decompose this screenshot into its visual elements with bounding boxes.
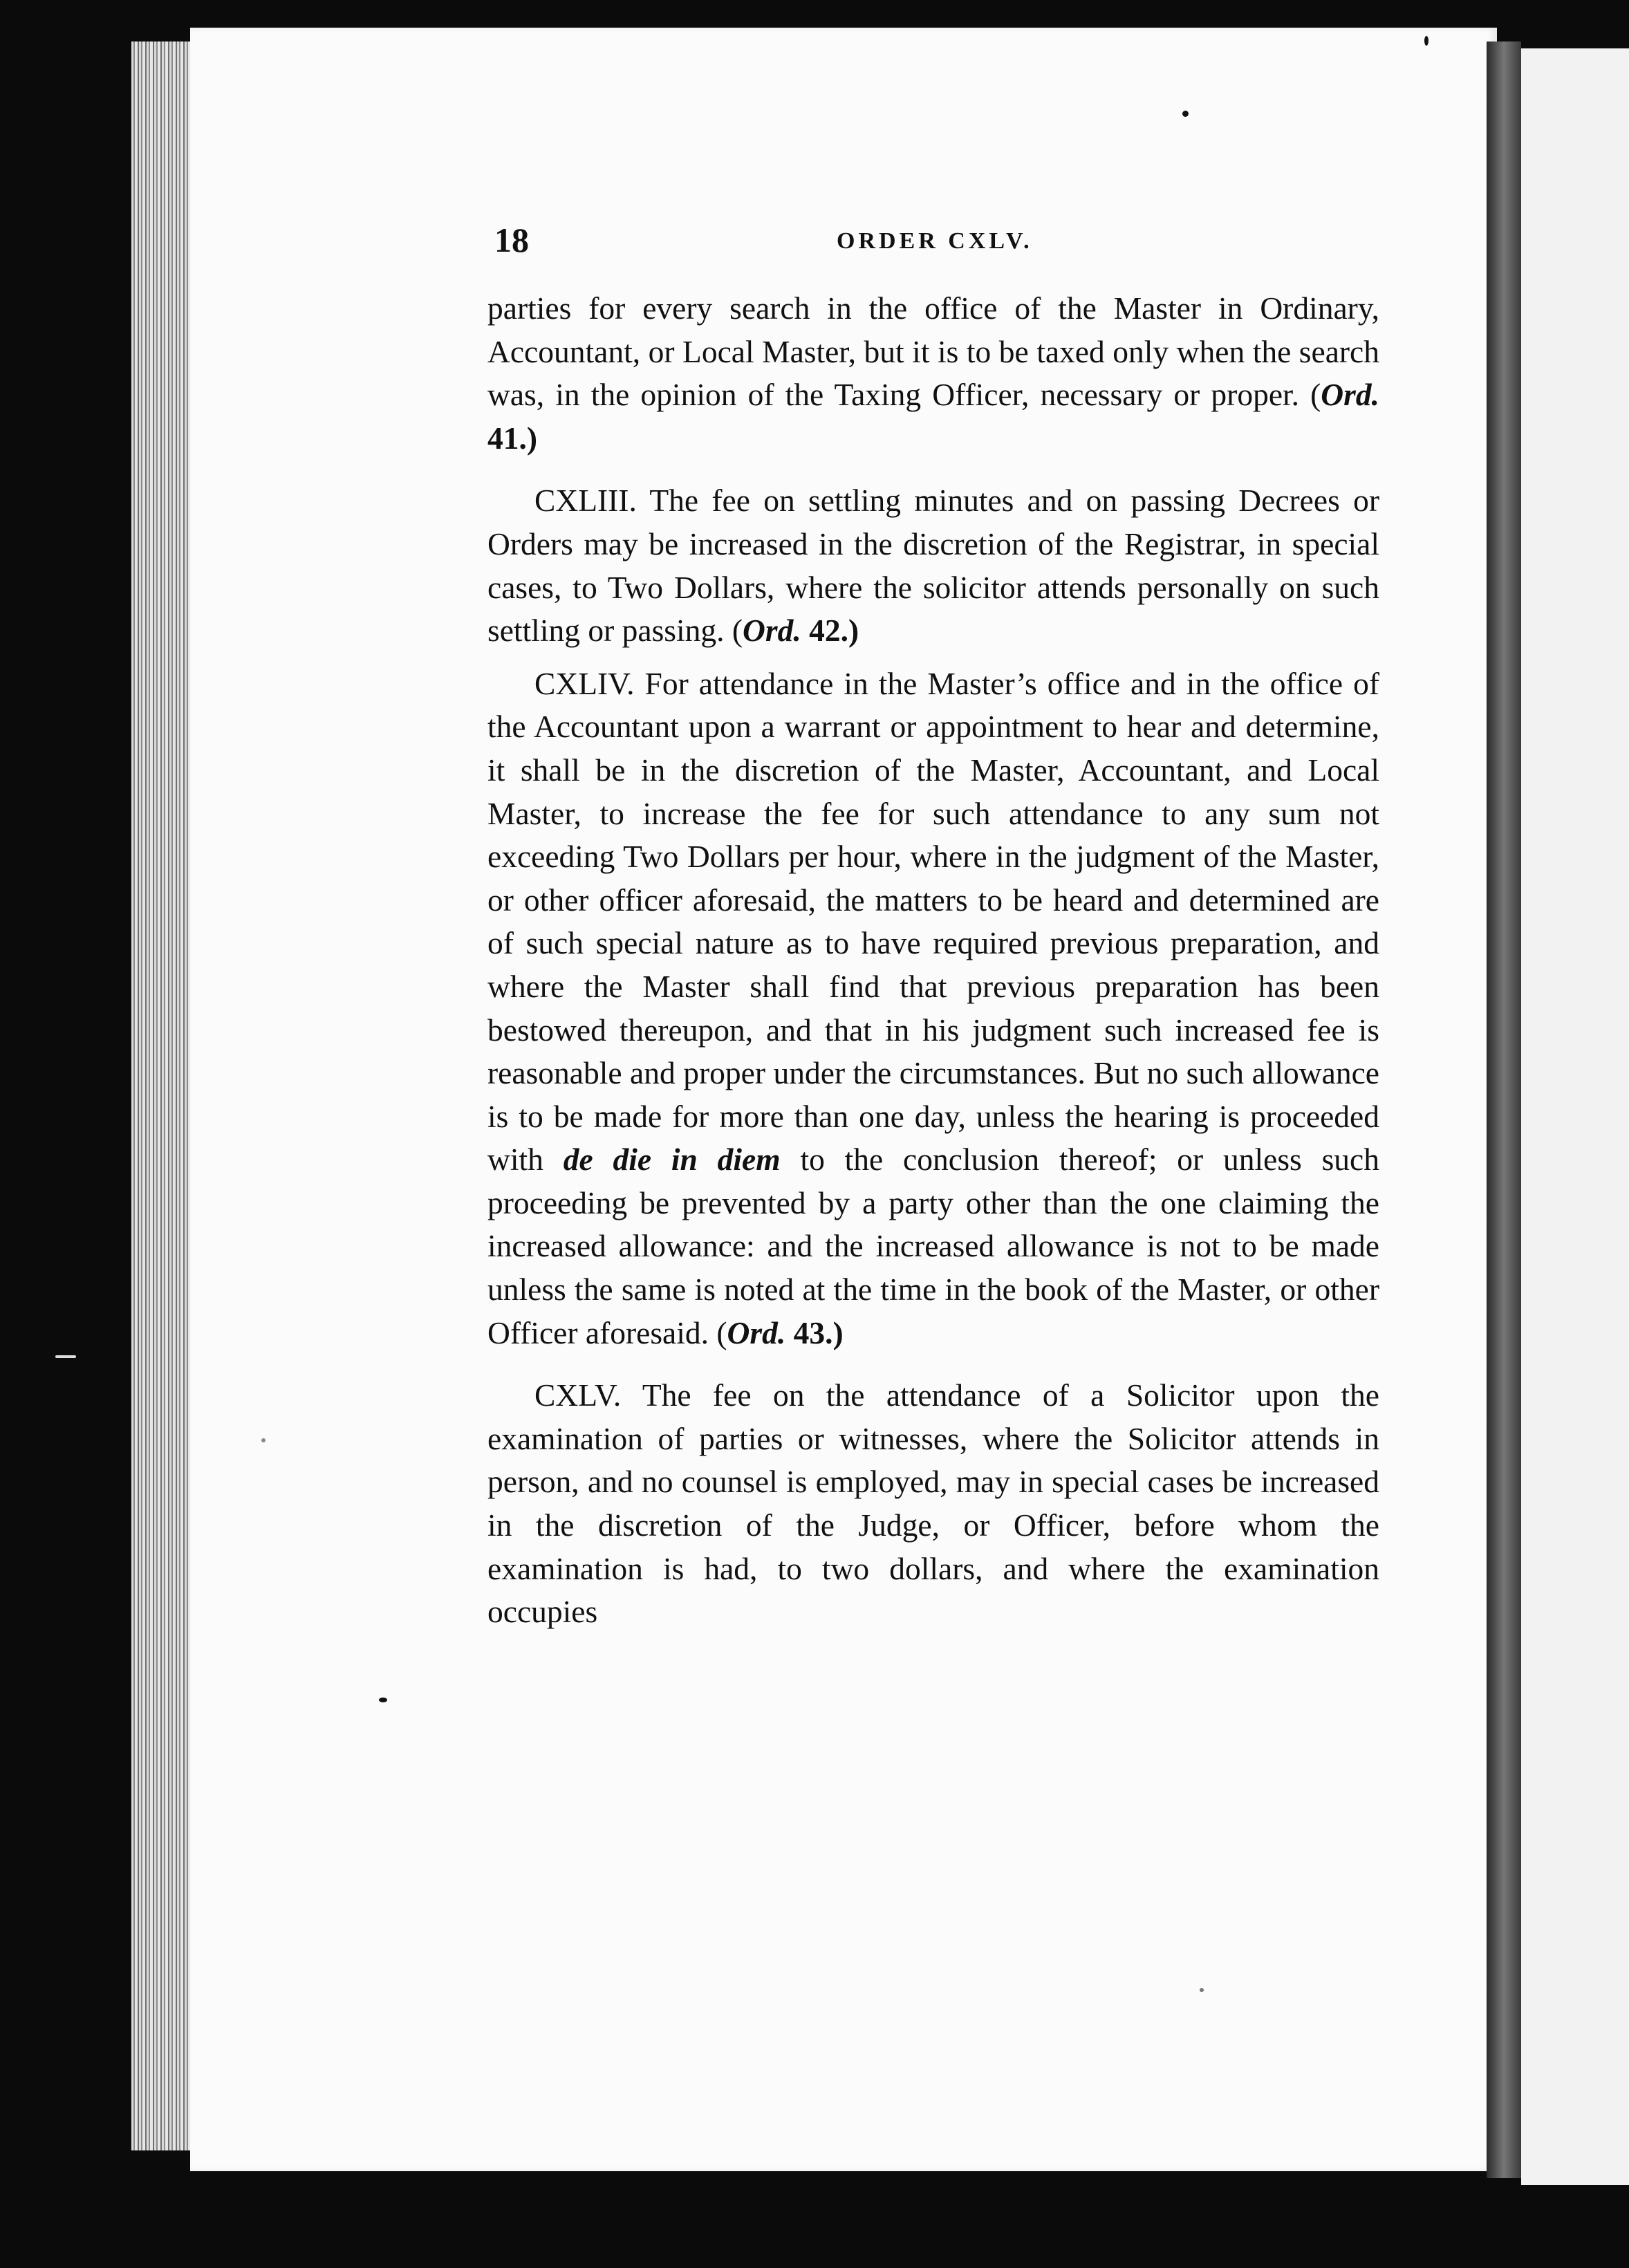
citation-open: ( [1310,377,1321,413]
scan-speck [1182,111,1189,117]
order-number: CXLIV. [534,665,635,701]
scan-speck [55,1355,76,1358]
scan-speck [1424,36,1428,46]
adjacent-page-edge [1521,48,1629,2185]
citation-ord: Ord. [727,1314,786,1350]
paragraph-text: For attendance in the Master’s office and in the office of the Accountant upon a warrant or appointment to hear and determine, it shall be in the discretion of the Master, Accountant, and Local Master, to increase the fee for such attendance to any sum not exceeding Two Dollars per hour, where in the judgment of the Master, or other officer aforesaid, the matters to be heard and determined are of such special nature as to have required previous preparation, and where the Master shall find that previous preparation has been bestowed thereupon, and that in his judgment such increased fee is reasonable and proper under the circumstances. But no such allowance is to be made for more than one day, unless the hearing is proceeded with [487,665,1379,1178]
paragraph-text-after: to the conclusion thereof; or unless such proceeding be prevented by a party other than the one claiming the increased allowance: and the increased allowance is not to be made unless the same is noted at the time in the book of the Master, or other Officer aforesaid. [487,1142,1379,1350]
paragraph-cxlv [487,1374,1379,1634]
scan-speck [1200,1988,1204,1992]
order-number: CXLIII. [534,483,637,519]
citation-ord: Ord. [743,613,801,649]
paragraph-text: The fee on settling minutes and on passing Decrees or Orders may be increased in the discretion of the Registrar, in special cases, to Two Dollars, where the solicitor attends personally on such settling or passing. [487,483,1379,649]
paragraph-text: parties for every search in the office of the Master in Ordinary, Accountant, or Local Master, but it is to be taxed only when the search was, in the opinion of the Taxing Officer, necessary or proper. [487,290,1379,413]
scan-speck [379,1698,387,1702]
citation-number: 43.) [785,1314,844,1350]
order-number: CXLV. [534,1377,622,1413]
paragraph-text: The fee on the attendance of a Solicitor upon the examination of parties or witnesses, where the Solicitor attends in person, and no counsel is employed, may in special cases be increased in the discretion of the Judge, or Officer, before whom the examination is had, to two dollars, and where the examination occupies [487,1377,1379,1630]
latin-phrase: de die in diem [563,1142,781,1178]
citation-number: 42.) [801,613,859,649]
paragraph-continued [487,287,1379,460]
scan-speck [261,1438,266,1442]
page-header [494,220,1379,261]
citation-ord: Ord. [1321,377,1379,413]
citation-number: 41.) [487,420,538,456]
body-text [487,287,1379,1634]
citation-open: ( [732,613,743,649]
citation-open: ( [716,1314,727,1350]
paragraph-cxliii [487,479,1379,652]
running-head: ORDER CXLV. [837,228,1033,254]
binding-gutter [1487,41,1521,2178]
page-number: 18 [494,221,529,259]
paragraph-cxliv [487,662,1379,1355]
